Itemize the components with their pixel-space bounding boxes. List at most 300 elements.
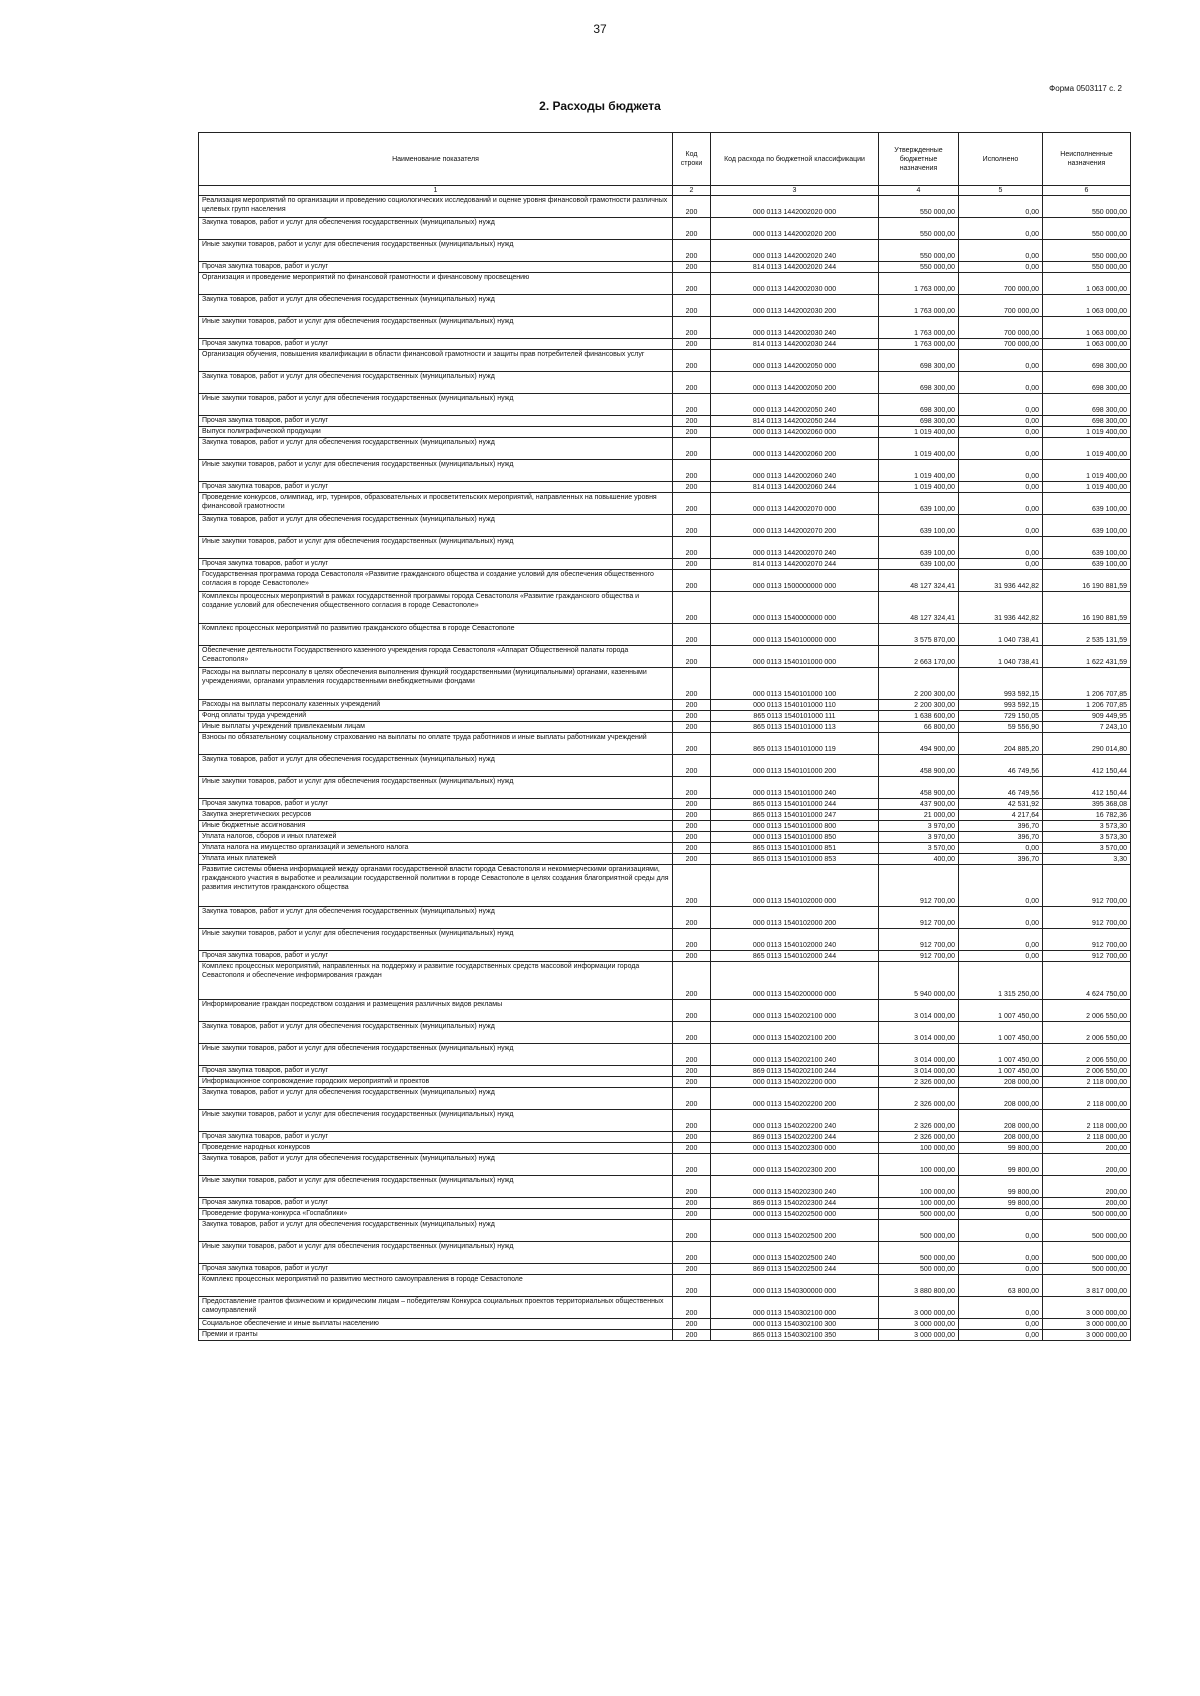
page-title: 2. Расходы бюджета xyxy=(539,99,661,113)
row-approved-cell: 912 700,00 xyxy=(879,907,959,929)
row-approved-cell: 494 900,00 xyxy=(879,733,959,755)
row-unexecuted-cell: 3 000 000,00 xyxy=(1043,1319,1131,1330)
row-name-cell: Комплекс процессных мероприятий, направленных на поддержку и развитие государственных средств массовой информации города Севастополя и обеспечение информирования граждан xyxy=(199,962,673,1000)
row-approved-cell: 5 940 000,00 xyxy=(879,962,959,1000)
column-header-executed: Исполнено xyxy=(959,133,1043,186)
row-executed-cell: 0,00 xyxy=(959,218,1043,240)
row-approved-cell: 500 000,00 xyxy=(879,1209,959,1220)
row-unexecuted-cell: 698 300,00 xyxy=(1043,350,1131,372)
table-body xyxy=(199,196,1131,1341)
table-row xyxy=(199,711,1131,722)
row-line-code-cell: 200 xyxy=(673,907,711,929)
row-name-cell: Прочая закупка товаров, работ и услуг xyxy=(199,951,673,962)
row-name-cell: Иные закупки товаров, работ и услуг для обеспечения государственных (муниципальных) нужд xyxy=(199,394,673,416)
row-approved-cell: 639 100,00 xyxy=(879,493,959,515)
row-executed-cell: 993 592,15 xyxy=(959,668,1043,700)
table-row xyxy=(199,339,1131,350)
row-approved-cell: 1 763 000,00 xyxy=(879,273,959,295)
row-line-code-cell: 200 xyxy=(673,460,711,482)
row-line-code-cell: 200 xyxy=(673,1154,711,1176)
table-row xyxy=(199,1022,1131,1044)
table-row xyxy=(199,1132,1131,1143)
table-row xyxy=(199,810,1131,821)
row-approved-cell: 912 700,00 xyxy=(879,865,959,907)
row-line-code-cell: 200 xyxy=(673,515,711,537)
table-row xyxy=(199,951,1131,962)
row-line-code-cell: 200 xyxy=(673,810,711,821)
column-number: 5 xyxy=(959,186,1043,196)
table-row xyxy=(199,1143,1131,1154)
row-line-code-cell: 200 xyxy=(673,1275,711,1297)
row-executed-cell: 0,00 xyxy=(959,1297,1043,1319)
row-name-cell: Иные выплаты учреждений привлекаемым лицам xyxy=(199,722,673,733)
row-name-cell: Закупка товаров, работ и услуг для обеспечения государственных (муниципальных) нужд xyxy=(199,515,673,537)
row-name-cell: Фонд оплаты труда учреждений xyxy=(199,711,673,722)
row-unexecuted-cell: 912 700,00 xyxy=(1043,929,1131,951)
row-executed-cell: 1 040 738,41 xyxy=(959,624,1043,646)
row-line-code-cell: 200 xyxy=(673,865,711,907)
row-unexecuted-cell: 290 014,80 xyxy=(1043,733,1131,755)
table-row xyxy=(199,559,1131,570)
row-line-code-cell: 200 xyxy=(673,700,711,711)
table-row xyxy=(199,570,1131,592)
table-row xyxy=(199,218,1131,240)
row-approved-cell: 500 000,00 xyxy=(879,1220,959,1242)
row-executed-cell: 0,00 xyxy=(959,438,1043,460)
row-name-cell: Информационное сопровождение городских мероприятий и проектов xyxy=(199,1077,673,1088)
row-line-code-cell: 200 xyxy=(673,722,711,733)
row-unexecuted-cell: 395 368,08 xyxy=(1043,799,1131,810)
row-approved-cell: 3 014 000,00 xyxy=(879,1044,959,1066)
row-approved-cell: 1 019 400,00 xyxy=(879,427,959,438)
table-row xyxy=(199,624,1131,646)
row-name-cell: Иные закупки товаров, работ и услуг для обеспечения государственных (муниципальных) нужд xyxy=(199,537,673,559)
table-row xyxy=(199,1209,1131,1220)
row-unexecuted-cell: 912 700,00 xyxy=(1043,907,1131,929)
row-approved-cell: 437 900,00 xyxy=(879,799,959,810)
column-number-row xyxy=(199,186,1131,196)
row-approved-cell: 3 970,00 xyxy=(879,821,959,832)
row-budget-code-cell: 869 0113 1540202100 244 xyxy=(711,1066,879,1077)
row-name-cell: Расходы на выплаты персоналу казенных учреждений xyxy=(199,700,673,711)
row-line-code-cell: 200 xyxy=(673,559,711,570)
row-name-cell: Прочая закупка товаров, работ и услуг xyxy=(199,416,673,427)
row-budget-code-cell: 000 0113 1442002020 200 xyxy=(711,218,879,240)
table-row xyxy=(199,295,1131,317)
row-unexecuted-cell: 7 243,10 xyxy=(1043,722,1131,733)
row-budget-code-cell: 814 0113 1442002050 244 xyxy=(711,416,879,427)
row-name-cell: Закупка товаров, работ и услуг для обеспечения государственных (муниципальных) нужд xyxy=(199,1022,673,1044)
row-executed-cell: 0,00 xyxy=(959,196,1043,218)
row-approved-cell: 1 763 000,00 xyxy=(879,339,959,350)
row-executed-cell: 0,00 xyxy=(959,865,1043,907)
row-unexecuted-cell: 1 019 400,00 xyxy=(1043,427,1131,438)
row-budget-code-cell: 869 0113 1540202300 244 xyxy=(711,1198,879,1209)
row-line-code-cell: 200 xyxy=(673,218,711,240)
row-budget-code-cell: 000 0113 1540302100 300 xyxy=(711,1319,879,1330)
row-unexecuted-cell: 3 000 000,00 xyxy=(1043,1330,1131,1341)
table-row xyxy=(199,196,1131,218)
row-name-cell: Информирование граждан посредством создания и размещения различных видов рекламы xyxy=(199,1000,673,1022)
row-budget-code-cell: 000 0113 1540202100 240 xyxy=(711,1044,879,1066)
row-executed-cell: 31 936 442,82 xyxy=(959,592,1043,624)
row-line-code-cell: 200 xyxy=(673,755,711,777)
row-executed-cell: 42 531,92 xyxy=(959,799,1043,810)
row-line-code-cell: 200 xyxy=(673,951,711,962)
row-budget-code-cell: 000 0113 1540101000 200 xyxy=(711,755,879,777)
row-executed-cell: 700 000,00 xyxy=(959,273,1043,295)
row-line-code-cell: 200 xyxy=(673,262,711,273)
row-executed-cell: 99 800,00 xyxy=(959,1176,1043,1198)
row-approved-cell: 639 100,00 xyxy=(879,515,959,537)
table-row xyxy=(199,394,1131,416)
row-budget-code-cell: 000 0113 1540300000 000 xyxy=(711,1275,879,1297)
row-approved-cell: 1 019 400,00 xyxy=(879,482,959,493)
row-budget-code-cell: 000 0113 1540202500 000 xyxy=(711,1209,879,1220)
row-name-cell: Организация и проведение мероприятий по финансовой грамотности и финансовому просвещению xyxy=(199,273,673,295)
row-executed-cell: 0,00 xyxy=(959,372,1043,394)
row-unexecuted-cell: 2 006 550,00 xyxy=(1043,1022,1131,1044)
row-line-code-cell: 200 xyxy=(673,1198,711,1209)
table-row xyxy=(199,646,1131,668)
row-unexecuted-cell: 2 006 550,00 xyxy=(1043,1000,1131,1022)
row-name-cell: Обеспечение деятельности Государственного казенного учреждения города Севастополя «Аппарат Общественной палаты города Севастополя» xyxy=(199,646,673,668)
row-name-cell: Иные закупки товаров, работ и услуг для обеспечения государственных (муниципальных) нужд xyxy=(199,777,673,799)
row-budget-code-cell: 865 0113 1540101000 851 xyxy=(711,843,879,854)
table-row xyxy=(199,1088,1131,1110)
row-executed-cell: 0,00 xyxy=(959,240,1043,262)
row-budget-code-cell: 869 0113 1540202200 244 xyxy=(711,1132,879,1143)
column-number: 2 xyxy=(673,186,711,196)
row-budget-code-cell: 000 0113 1540302100 000 xyxy=(711,1297,879,1319)
table-row xyxy=(199,1198,1131,1209)
row-unexecuted-cell: 200,00 xyxy=(1043,1176,1131,1198)
row-executed-cell: 0,00 xyxy=(959,1330,1043,1341)
row-line-code-cell: 200 xyxy=(673,821,711,832)
column-header-line-code: Код строки xyxy=(673,133,711,186)
row-unexecuted-cell: 1 063 000,00 xyxy=(1043,273,1131,295)
table-row xyxy=(199,854,1131,865)
row-budget-code-cell: 000 0113 1540100000 000 xyxy=(711,624,879,646)
table-row xyxy=(199,482,1131,493)
table-row xyxy=(199,438,1131,460)
row-unexecuted-cell: 1 019 400,00 xyxy=(1043,460,1131,482)
row-executed-cell: 0,00 xyxy=(959,460,1043,482)
table-row xyxy=(199,907,1131,929)
table-row xyxy=(199,821,1131,832)
row-line-code-cell: 200 xyxy=(673,854,711,865)
row-name-cell: Комплекс процессных мероприятий по развитию местного самоуправления в городе Севастополе xyxy=(199,1275,673,1297)
row-budget-code-cell: 000 0113 1540101000 110 xyxy=(711,700,879,711)
row-budget-code-cell: 000 0113 1442002050 240 xyxy=(711,394,879,416)
row-budget-code-cell: 865 0113 1540101000 113 xyxy=(711,722,879,733)
row-executed-cell: 700 000,00 xyxy=(959,295,1043,317)
row-budget-code-cell: 000 0113 1442002060 000 xyxy=(711,427,879,438)
row-executed-cell: 396,70 xyxy=(959,854,1043,865)
row-unexecuted-cell: 550 000,00 xyxy=(1043,262,1131,273)
row-unexecuted-cell: 639 100,00 xyxy=(1043,493,1131,515)
row-budget-code-cell: 000 0113 1442002030 200 xyxy=(711,295,879,317)
row-line-code-cell: 200 xyxy=(673,832,711,843)
row-unexecuted-cell: 1 063 000,00 xyxy=(1043,295,1131,317)
row-unexecuted-cell: 500 000,00 xyxy=(1043,1220,1131,1242)
row-unexecuted-cell: 2 535 131,59 xyxy=(1043,624,1131,646)
row-budget-code-cell: 814 0113 1442002030 244 xyxy=(711,339,879,350)
row-executed-cell: 0,00 xyxy=(959,1220,1043,1242)
row-budget-code-cell: 865 0113 1540101000 244 xyxy=(711,799,879,810)
table-row xyxy=(199,350,1131,372)
row-approved-cell: 500 000,00 xyxy=(879,1264,959,1275)
row-unexecuted-cell: 1 063 000,00 xyxy=(1043,317,1131,339)
table-row xyxy=(199,832,1131,843)
row-line-code-cell: 200 xyxy=(673,1220,711,1242)
row-budget-code-cell: 000 0113 1540202200 000 xyxy=(711,1077,879,1088)
row-line-code-cell: 200 xyxy=(673,1044,711,1066)
row-approved-cell: 1 019 400,00 xyxy=(879,438,959,460)
row-unexecuted-cell: 500 000,00 xyxy=(1043,1264,1131,1275)
row-name-cell: Иные закупки товаров, работ и услуг для обеспечения государственных (муниципальных) нужд xyxy=(199,1044,673,1066)
row-executed-cell: 0,00 xyxy=(959,493,1043,515)
row-line-code-cell: 200 xyxy=(673,843,711,854)
row-approved-cell: 3 000 000,00 xyxy=(879,1319,959,1330)
row-unexecuted-cell: 2 006 550,00 xyxy=(1043,1066,1131,1077)
row-line-code-cell: 200 xyxy=(673,1077,711,1088)
row-approved-cell: 100 000,00 xyxy=(879,1154,959,1176)
row-approved-cell: 2 326 000,00 xyxy=(879,1110,959,1132)
row-line-code-cell: 200 xyxy=(673,273,711,295)
row-name-cell: Комплекс процессных мероприятий по развитию гражданского общества в городе Севастополе xyxy=(199,624,673,646)
row-executed-cell: 0,00 xyxy=(959,951,1043,962)
row-executed-cell: 0,00 xyxy=(959,262,1043,273)
row-executed-cell: 993 592,15 xyxy=(959,700,1043,711)
row-executed-cell: 0,00 xyxy=(959,1242,1043,1264)
row-budget-code-cell: 814 0113 1442002020 244 xyxy=(711,262,879,273)
row-executed-cell: 204 885,20 xyxy=(959,733,1043,755)
row-line-code-cell: 200 xyxy=(673,1264,711,1275)
row-budget-code-cell: 000 0113 1442002050 200 xyxy=(711,372,879,394)
row-executed-cell: 59 556,90 xyxy=(959,722,1043,733)
table-row xyxy=(199,1297,1131,1319)
row-line-code-cell: 200 xyxy=(673,427,711,438)
row-line-code-cell: 200 xyxy=(673,777,711,799)
row-budget-code-cell: 000 0113 1540102000 000 xyxy=(711,865,879,907)
row-unexecuted-cell: 1 622 431,59 xyxy=(1043,646,1131,668)
row-approved-cell: 3 880 800,00 xyxy=(879,1275,959,1297)
row-line-code-cell: 200 xyxy=(673,624,711,646)
row-line-code-cell: 200 xyxy=(673,394,711,416)
row-line-code-cell: 200 xyxy=(673,240,711,262)
row-budget-code-cell: 000 0113 1442002070 200 xyxy=(711,515,879,537)
row-approved-cell: 698 300,00 xyxy=(879,372,959,394)
row-line-code-cell: 200 xyxy=(673,929,711,951)
row-name-cell: Организация обучения, повышения квалификации в области финансовой грамотности и защиты прав потребителей финансовых услуг xyxy=(199,350,673,372)
row-approved-cell: 2 200 300,00 xyxy=(879,668,959,700)
row-budget-code-cell: 000 0113 1540202200 200 xyxy=(711,1088,879,1110)
table-row xyxy=(199,1176,1131,1198)
row-budget-code-cell: 000 0113 1442002020 240 xyxy=(711,240,879,262)
row-unexecuted-cell: 912 700,00 xyxy=(1043,951,1131,962)
row-executed-cell: 1 007 450,00 xyxy=(959,1066,1043,1077)
row-executed-cell: 63 800,00 xyxy=(959,1275,1043,1297)
row-unexecuted-cell: 550 000,00 xyxy=(1043,196,1131,218)
row-name-cell: Закупка энергетических ресурсов xyxy=(199,810,673,821)
row-approved-cell: 400,00 xyxy=(879,854,959,865)
row-approved-cell: 698 300,00 xyxy=(879,416,959,427)
row-unexecuted-cell: 200,00 xyxy=(1043,1143,1131,1154)
row-name-cell: Иные закупки товаров, работ и услуг для обеспечения государственных (муниципальных) нужд xyxy=(199,317,673,339)
row-name-cell: Реализация мероприятий по организации и проведению социологических исследований и оценке уровня финансовой грамотности различных целевых групп населения xyxy=(199,196,673,218)
row-budget-code-cell: 865 0113 1540101000 111 xyxy=(711,711,879,722)
table-row xyxy=(199,1066,1131,1077)
row-executed-cell: 396,70 xyxy=(959,821,1043,832)
table-row xyxy=(199,493,1131,515)
column-number: 4 xyxy=(879,186,959,196)
row-unexecuted-cell: 639 100,00 xyxy=(1043,559,1131,570)
table-row xyxy=(199,1220,1131,1242)
row-approved-cell: 639 100,00 xyxy=(879,559,959,570)
row-approved-cell: 550 000,00 xyxy=(879,196,959,218)
row-line-code-cell: 200 xyxy=(673,1066,711,1077)
row-approved-cell: 458 900,00 xyxy=(879,777,959,799)
row-name-cell: Закупка товаров, работ и услуг для обеспечения государственных (муниципальных) нужд xyxy=(199,438,673,460)
table-header-row xyxy=(199,133,1131,186)
row-line-code-cell: 200 xyxy=(673,711,711,722)
row-executed-cell: 0,00 xyxy=(959,1209,1043,1220)
row-budget-code-cell: 000 0113 1540202100 200 xyxy=(711,1022,879,1044)
row-name-cell: Прочая закупка товаров, работ и услуг xyxy=(199,1264,673,1275)
table-row xyxy=(199,1264,1131,1275)
row-budget-code-cell: 000 0113 1500000000 000 xyxy=(711,570,879,592)
table-row xyxy=(199,929,1131,951)
row-approved-cell: 2 200 300,00 xyxy=(879,700,959,711)
row-name-cell: Закупка товаров, работ и услуг для обеспечения государственных (муниципальных) нужд xyxy=(199,907,673,929)
row-budget-code-cell: 000 0113 1442002060 200 xyxy=(711,438,879,460)
table-row xyxy=(199,843,1131,854)
row-executed-cell: 46 749,56 xyxy=(959,755,1043,777)
row-executed-cell: 208 000,00 xyxy=(959,1077,1043,1088)
row-name-cell: Комплексы процессных мероприятий в рамках государственной программы города Севастополя «Развитие гражданского общества и создание условий для обеспечения общественного согласия в городе Севастополе» xyxy=(199,592,673,624)
table-row xyxy=(199,592,1131,624)
row-name-cell: Расходы на выплаты персоналу в целях обеспечения выполнения функций государственными (муниципальными) органами, казенными учреждениями, органами управления государственными внебюджетными фондами xyxy=(199,668,673,700)
row-budget-code-cell: 865 0113 1540102000 244 xyxy=(711,951,879,962)
row-line-code-cell: 200 xyxy=(673,295,711,317)
row-unexecuted-cell: 500 000,00 xyxy=(1043,1209,1131,1220)
row-line-code-cell: 200 xyxy=(673,646,711,668)
row-unexecuted-cell: 1 206 707,85 xyxy=(1043,668,1131,700)
table-row xyxy=(199,1110,1131,1132)
row-executed-cell: 99 800,00 xyxy=(959,1198,1043,1209)
column-header-name: Наименование показателя xyxy=(199,133,673,186)
row-approved-cell: 48 127 324,41 xyxy=(879,592,959,624)
budget-expenses-table xyxy=(198,132,1131,1341)
row-line-code-cell: 200 xyxy=(673,537,711,559)
table-row xyxy=(199,1242,1131,1264)
row-unexecuted-cell: 3 000 000,00 xyxy=(1043,1297,1131,1319)
row-unexecuted-cell: 2 118 000,00 xyxy=(1043,1077,1131,1088)
row-budget-code-cell: 869 0113 1540202500 244 xyxy=(711,1264,879,1275)
row-line-code-cell: 200 xyxy=(673,482,711,493)
row-name-cell: Закупка товаров, работ и услуг для обеспечения государственных (муниципальных) нужд xyxy=(199,372,673,394)
column-header-approved: Утвержденные бюджетные назначения xyxy=(879,133,959,186)
row-unexecuted-cell: 200,00 xyxy=(1043,1154,1131,1176)
row-executed-cell: 0,00 xyxy=(959,1319,1043,1330)
row-name-cell: Закупка товаров, работ и услуг для обеспечения государственных (муниципальных) нужд xyxy=(199,755,673,777)
row-budget-code-cell: 865 0113 1540101000 119 xyxy=(711,733,879,755)
row-executed-cell: 0,00 xyxy=(959,537,1043,559)
table-row xyxy=(199,1275,1131,1297)
row-name-cell: Закупка товаров, работ и услуг для обеспечения государственных (муниципальных) нужд xyxy=(199,1220,673,1242)
row-approved-cell: 3 000 000,00 xyxy=(879,1330,959,1341)
row-executed-cell: 208 000,00 xyxy=(959,1110,1043,1132)
row-executed-cell: 729 150,05 xyxy=(959,711,1043,722)
row-approved-cell: 2 326 000,00 xyxy=(879,1077,959,1088)
row-approved-cell: 912 700,00 xyxy=(879,951,959,962)
row-approved-cell: 550 000,00 xyxy=(879,218,959,240)
row-executed-cell: 46 749,56 xyxy=(959,777,1043,799)
row-line-code-cell: 200 xyxy=(673,372,711,394)
row-name-cell: Иные закупки товаров, работ и услуг для обеспечения государственных (муниципальных) нужд xyxy=(199,1176,673,1198)
form-label: Форма 0503117 с. 2 xyxy=(1049,84,1122,93)
row-name-cell: Иные бюджетные ассигнования xyxy=(199,821,673,832)
row-approved-cell: 500 000,00 xyxy=(879,1242,959,1264)
row-name-cell: Прочая закупка товаров, работ и услуг xyxy=(199,559,673,570)
row-executed-cell: 1 007 450,00 xyxy=(959,1022,1043,1044)
row-unexecuted-cell: 16 190 881,59 xyxy=(1043,570,1131,592)
table-row xyxy=(199,416,1131,427)
table-row xyxy=(199,262,1131,273)
row-approved-cell: 3 570,00 xyxy=(879,843,959,854)
row-executed-cell: 0,00 xyxy=(959,1264,1043,1275)
row-approved-cell: 639 100,00 xyxy=(879,537,959,559)
row-name-cell: Прочая закупка товаров, работ и услуг xyxy=(199,262,673,273)
row-executed-cell: 0,00 xyxy=(959,559,1043,570)
row-budget-code-cell: 000 0113 1540101000 100 xyxy=(711,668,879,700)
row-executed-cell: 0,00 xyxy=(959,482,1043,493)
row-approved-cell: 550 000,00 xyxy=(879,262,959,273)
row-budget-code-cell: 000 0113 1442002070 000 xyxy=(711,493,879,515)
row-line-code-cell: 200 xyxy=(673,1242,711,1264)
row-unexecuted-cell: 3 817 000,00 xyxy=(1043,1275,1131,1297)
row-budget-code-cell: 000 0113 1540102000 200 xyxy=(711,907,879,929)
row-name-cell: Иные закупки товаров, работ и услуг для обеспечения государственных (муниципальных) нужд xyxy=(199,1110,673,1132)
row-name-cell: Проведение форума-конкурса «Госпаблики» xyxy=(199,1209,673,1220)
row-budget-code-cell: 000 0113 1540101000 240 xyxy=(711,777,879,799)
row-budget-code-cell: 000 0113 1540102000 240 xyxy=(711,929,879,951)
row-budget-code-cell: 000 0113 1442002020 000 xyxy=(711,196,879,218)
row-budget-code-cell: 000 0113 1442002030 000 xyxy=(711,273,879,295)
row-line-code-cell: 200 xyxy=(673,1000,711,1022)
row-unexecuted-cell: 4 624 750,00 xyxy=(1043,962,1131,1000)
row-executed-cell: 0,00 xyxy=(959,416,1043,427)
row-budget-code-cell: 000 0113 1442002060 240 xyxy=(711,460,879,482)
row-executed-cell: 4 217,64 xyxy=(959,810,1043,821)
row-budget-code-cell: 000 0113 1540200000 000 xyxy=(711,962,879,1000)
row-executed-cell: 0,00 xyxy=(959,929,1043,951)
row-budget-code-cell: 000 0113 1540202500 200 xyxy=(711,1220,879,1242)
row-name-cell: Предоставление грантов физическим и юридическим лицам – победителям Конкурса социальных проектов территориальных общественных самоуправлений xyxy=(199,1297,673,1319)
row-unexecuted-cell: 200,00 xyxy=(1043,1198,1131,1209)
row-unexecuted-cell: 1 019 400,00 xyxy=(1043,482,1131,493)
row-approved-cell: 2 326 000,00 xyxy=(879,1088,959,1110)
row-name-cell: Иные закупки товаров, работ и услуг для обеспечения государственных (муниципальных) нужд xyxy=(199,1242,673,1264)
row-unexecuted-cell: 550 000,00 xyxy=(1043,240,1131,262)
page-number: 37 xyxy=(593,22,607,36)
row-line-code-cell: 200 xyxy=(673,570,711,592)
row-unexecuted-cell: 1 206 707,85 xyxy=(1043,700,1131,711)
row-approved-cell: 3 000 000,00 xyxy=(879,1297,959,1319)
row-name-cell: Иные закупки товаров, работ и услуг для обеспечения государственных (муниципальных) нужд xyxy=(199,460,673,482)
table-row xyxy=(199,1154,1131,1176)
